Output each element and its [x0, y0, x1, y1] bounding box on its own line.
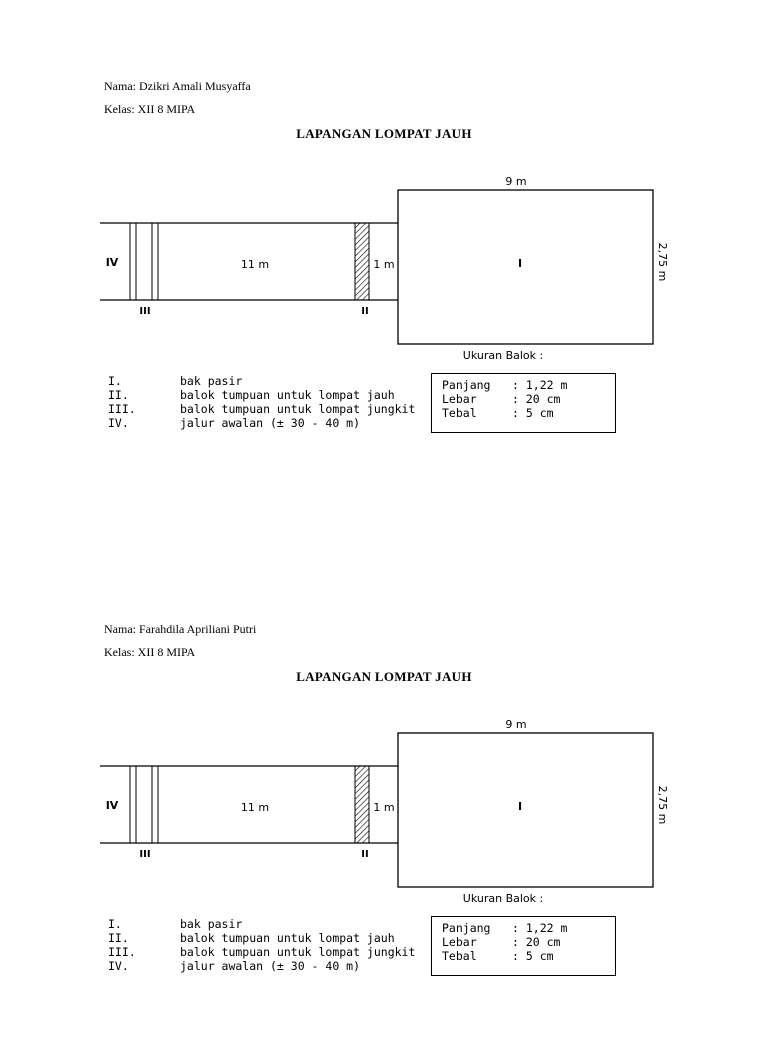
balok-row: Tebal : 5 cm [442, 406, 554, 420]
run-length-label: 11 m [240, 258, 270, 271]
section-2 [0, 543, 768, 1043]
balok-size-box [431, 373, 616, 433]
legend-item: III. balok tumpuan untuk lompat jungkit [108, 402, 416, 416]
legend [108, 374, 415, 430]
balok-heading: Ukuran Balok : [462, 892, 544, 905]
pit-label: I [517, 257, 523, 270]
board-ii [355, 223, 369, 300]
width-label: 9 m [505, 175, 527, 188]
legend [108, 917, 415, 973]
height-label: 2,75 m [656, 785, 669, 825]
board-iii [130, 766, 158, 843]
height-label: 2,75 m [656, 242, 669, 282]
gap-label: 1 m [373, 258, 395, 271]
legend-item: I. bak pasir [108, 917, 243, 931]
board2-label: II [361, 849, 369, 860]
gap-label: 1 m [373, 801, 395, 814]
student-name: Nama: Dzikri Amali Musyaffa [104, 79, 251, 93]
runway-label: IV [105, 256, 119, 269]
student-class: Kelas: XII 8 MIPA [104, 645, 196, 659]
pit-label: I [517, 800, 523, 813]
balok-heading: Ukuran Balok : [462, 349, 544, 362]
student-name: Nama: Farahdila Apriliani Putri [104, 622, 257, 636]
balok-row: Panjang : 1,22 m [442, 378, 568, 392]
sand-pit [398, 733, 653, 887]
legend-item: IV. jalur awalan (± 30 - 40 m) [108, 959, 361, 973]
section-1 [0, 0, 768, 500]
sand-pit [398, 190, 653, 344]
legend-item: III. balok tumpuan untuk lompat jungkit [108, 945, 416, 959]
page-title: LAPANGAN LOMPAT JAUH [296, 669, 472, 684]
board-iii [130, 223, 158, 300]
legend-item: IV. jalur awalan (± 30 - 40 m) [108, 416, 361, 430]
width-label: 9 m [505, 718, 527, 731]
board2-label: II [361, 306, 369, 317]
balok-size-box [431, 916, 616, 976]
balok-row: Tebal : 5 cm [442, 949, 554, 963]
run-length-label: 11 m [240, 801, 270, 814]
board3-label: III [139, 849, 151, 860]
student-class: Kelas: XII 8 MIPA [104, 102, 196, 116]
legend-item: I. bak pasir [108, 374, 243, 388]
balok-row: Lebar : 20 cm [442, 935, 561, 949]
page-title: LAPANGAN LOMPAT JAUH [296, 126, 472, 141]
legend-item: II. balok tumpuan untuk lompat jauh [108, 388, 395, 402]
balok-row: Lebar : 20 cm [442, 392, 561, 406]
board3-label: III [139, 306, 151, 317]
runway-label: IV [105, 799, 119, 812]
legend-item: II. balok tumpuan untuk lompat jauh [108, 931, 395, 945]
balok-row: Panjang : 1,22 m [442, 921, 568, 935]
board-ii [355, 766, 369, 843]
